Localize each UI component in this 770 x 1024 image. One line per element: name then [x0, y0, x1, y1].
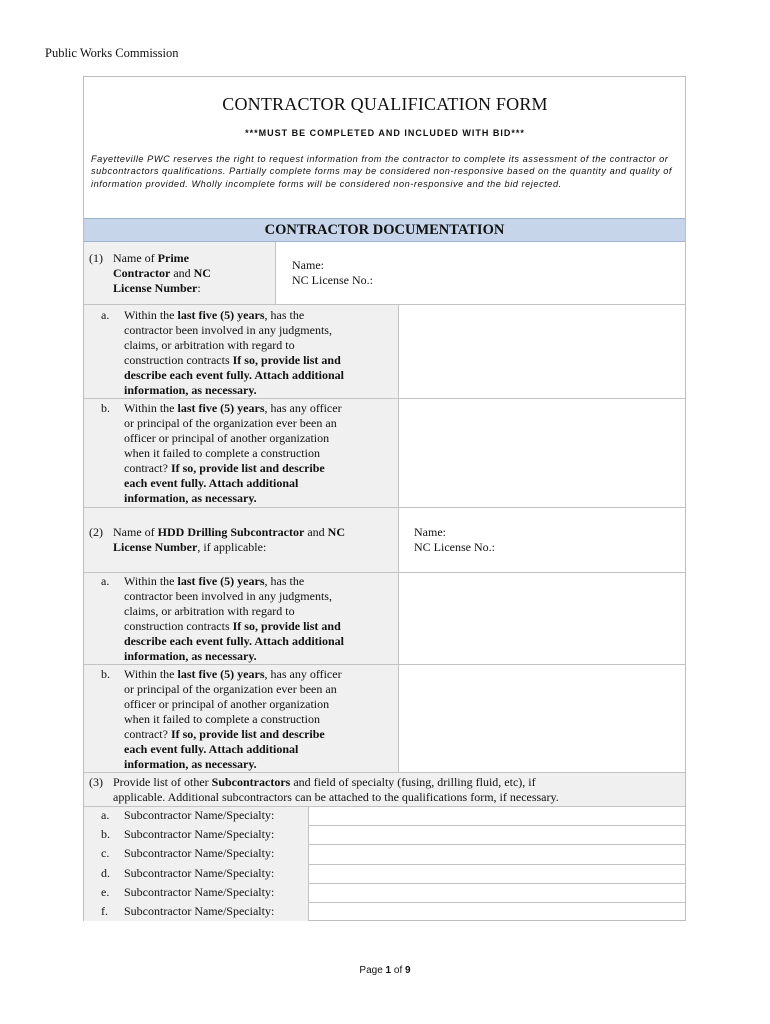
- item2a-letter: a.: [101, 574, 110, 588]
- subcontractor-row-label: [84, 864, 308, 883]
- page-footer: Page 1 of 9: [359, 965, 411, 976]
- subcontractor-entry-field[interactable]: [309, 883, 685, 902]
- item1b-letter: b.: [101, 401, 110, 415]
- item1a-letter: a.: [101, 308, 110, 322]
- subcontractor-row-letter: d.: [101, 865, 110, 880]
- hdd-license-label: NC License No.:: [414, 540, 495, 554]
- item2b-letter: b.: [101, 667, 110, 681]
- hdd-subcontractor-entry[interactable]: [399, 507, 685, 572]
- subcontractor-entry-field[interactable]: [309, 902, 685, 921]
- prime-contractor-entry[interactable]: [276, 242, 685, 304]
- subcontractor-entry-field[interactable]: [309, 806, 685, 825]
- subcontractor-row-letter: e.: [101, 884, 110, 899]
- must-complete-notice: ***MUST BE COMPLETED AND INCLUDED WITH BID***: [245, 128, 525, 138]
- subcontractor-row-label: [84, 883, 308, 902]
- subcontractor-row-letter: f.: [101, 904, 108, 918]
- prime-license-label: NC License No.:: [292, 273, 373, 287]
- prime-name-label: Name:: [292, 258, 324, 272]
- subcontractor-row-text: Subcontractor Name/Specialty:: [124, 808, 275, 822]
- header-org: Public Works Commission: [45, 46, 179, 60]
- subcontractor-row-label: [84, 902, 308, 921]
- subcontractor-entry-field[interactable]: [309, 864, 685, 883]
- subcontractor-row-text: Subcontractor Name/Specialty:: [124, 884, 275, 899]
- form-title: CONTRACTOR QUALIFICATION FORM: [222, 94, 548, 114]
- subcontractor-row-text: Subcontractor Name/Specialty:: [124, 846, 275, 861]
- subcontractor-row-letter: c.: [101, 846, 110, 861]
- item1b-answer-field[interactable]: [399, 398, 685, 507]
- disclaimer-text: Fayetteville PWC reserves the right to request information from the contractor to complete its assessment of the contractor or subcontractors qualifications. Partially complete forms may be considered non-responsive based on the quantity and quality of information provided. Wholly incomplete forms will be considered non-responsive and the bid rejected.: [91, 154, 672, 189]
- subcontractor-row-label: [84, 825, 308, 844]
- section-title: CONTRACTOR DOCUMENTATION: [84, 218, 685, 242]
- subcontractor-row-text: Subcontractor Name/Specialty:: [124, 827, 275, 842]
- subcontractor-row-letter: b.: [101, 827, 110, 842]
- item3-number: (3): [89, 775, 103, 789]
- subcontractor-entry-field[interactable]: [309, 844, 685, 863]
- subcontractor-row-text: Subcontractor Name/Specialty:: [124, 904, 275, 918]
- subcontractor-row-text: Subcontractor Name/Specialty:: [124, 865, 275, 880]
- item1a-answer-field[interactable]: [399, 304, 685, 398]
- item1-number: (1): [89, 251, 103, 265]
- hdd-name-label: Name:: [414, 525, 446, 539]
- item2-number: (2): [89, 525, 103, 539]
- item2a-answer-field[interactable]: [399, 572, 685, 664]
- subcontractor-row-letter: a.: [101, 808, 110, 822]
- item2b-answer-field[interactable]: [399, 664, 685, 772]
- subcontractor-entry-field[interactable]: [309, 825, 685, 844]
- subcontractor-row-label: [84, 806, 308, 825]
- subcontractor-row-label: [84, 844, 308, 863]
